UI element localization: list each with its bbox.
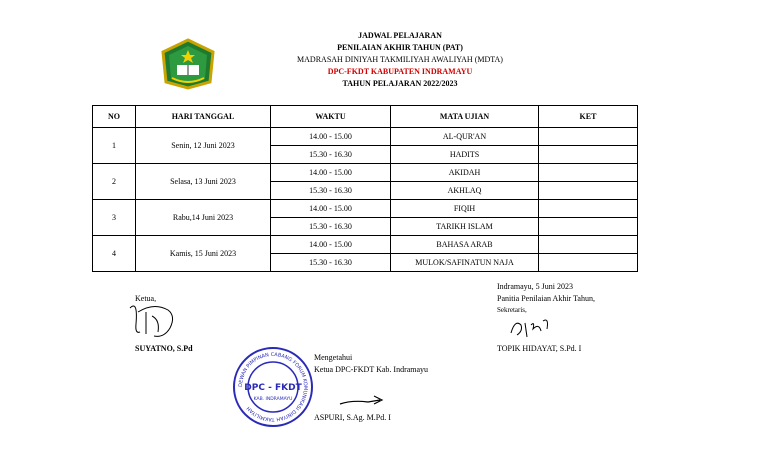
right-signer-name: TOPIK HIDAYAT, S.Pd. I xyxy=(497,344,582,353)
center-signer-name: ASPURI, S.Ag. M.Pd. I xyxy=(314,413,391,422)
col-subject: MATA UJIAN xyxy=(391,106,539,128)
row-subject: AL-QUR'AN xyxy=(391,128,539,146)
row-time: 15.30 - 16.30 xyxy=(271,182,391,200)
row-day: Rabu,14 Juni 2023 xyxy=(136,200,271,236)
right-committee: Panitia Penilaian Akhir Tahun, xyxy=(497,294,595,303)
row-subject: MULOK/SAFINATUN NAJA xyxy=(391,254,539,272)
stamp-bottom-text: KAB. INDRAMAYU xyxy=(253,397,293,402)
row-subject: AKIDAH xyxy=(391,164,539,182)
table-row xyxy=(93,164,638,182)
table-row xyxy=(93,200,638,218)
col-no: NO xyxy=(93,106,136,128)
title-line-1: JADWAL PELAJARAN xyxy=(358,31,442,40)
center-signature-scribble xyxy=(338,388,388,414)
row-number: 3 xyxy=(93,200,136,236)
title-line-3: MADRASAH DINIYAH TAKMILIYAH AWALIYAH (MDTA) xyxy=(297,55,503,64)
title-line-4: DPC-FKDT KABUPATEN INDRAMAYU xyxy=(327,67,473,76)
row-note xyxy=(539,128,638,146)
row-subject: HADITS xyxy=(391,146,539,164)
row-day: Selasa, 13 Juni 2023 xyxy=(136,164,271,200)
table-header-row xyxy=(93,106,638,128)
left-signer-title: Ketua, xyxy=(135,294,157,303)
row-day: Kamis, 15 Juni 2023 xyxy=(136,236,271,272)
row-time: 15.30 - 16.30 xyxy=(271,254,391,272)
right-signature-scribble xyxy=(505,315,555,341)
table-row xyxy=(93,128,638,146)
organization-stamp xyxy=(232,346,314,428)
row-number: 1 xyxy=(93,128,136,164)
svg-text:DEWAN PIMPINAN CABANG FORUM KO: DEWAN PIMPINAN CABANG FORUM KOMUNIKASI DINIYAH TAKMILIYAH xyxy=(237,351,309,423)
center-ack-label: Mengetahui xyxy=(314,353,353,362)
row-time: 14.00 - 15.00 xyxy=(271,236,391,254)
col-day: HARI TANGGAL xyxy=(136,106,271,128)
row-subject: BAHASA ARAB xyxy=(391,236,539,254)
row-subject: FIQIH xyxy=(391,200,539,218)
row-note xyxy=(539,182,638,200)
center-ack-role: Ketua DPC-FKDT Kab. Indramayu xyxy=(314,365,429,374)
row-note xyxy=(539,218,638,236)
row-time: 14.00 - 15.00 xyxy=(271,164,391,182)
row-subject: AKHLAQ xyxy=(391,182,539,200)
row-subject: TARIKH ISLAM xyxy=(391,218,539,236)
row-note xyxy=(539,164,638,182)
row-time: 14.00 - 15.00 xyxy=(271,128,391,146)
table-row xyxy=(93,236,638,254)
right-place-date: Indramayu, 5 Juni 2023 xyxy=(497,282,573,291)
schedule-table xyxy=(92,105,638,272)
row-number: 4 xyxy=(93,236,136,272)
row-day: Senin, 12 Juni 2023 xyxy=(136,128,271,164)
right-role: Sekretaris, xyxy=(497,306,527,314)
row-number: 2 xyxy=(93,164,136,200)
title-line-5: TAHUN PELAJARAN 2022/2023 xyxy=(342,79,458,88)
row-note xyxy=(539,254,638,272)
row-note xyxy=(539,200,638,218)
row-note xyxy=(539,236,638,254)
stamp-center-text: DPC - FKDT xyxy=(244,383,302,393)
row-note xyxy=(539,146,638,164)
row-time: 14.00 - 15.00 xyxy=(271,200,391,218)
left-signature-scribble xyxy=(124,298,194,342)
title-line-2: PENILAIAN AKHIR TAHUN (PAT) xyxy=(337,43,463,52)
col-time: WAKTU xyxy=(271,106,391,128)
row-time: 15.30 - 16.30 xyxy=(271,146,391,164)
col-note: KET xyxy=(539,106,638,128)
left-signer-name: SUYATNO, S.Pd xyxy=(135,344,193,353)
row-time: 15.30 - 16.30 xyxy=(271,218,391,236)
